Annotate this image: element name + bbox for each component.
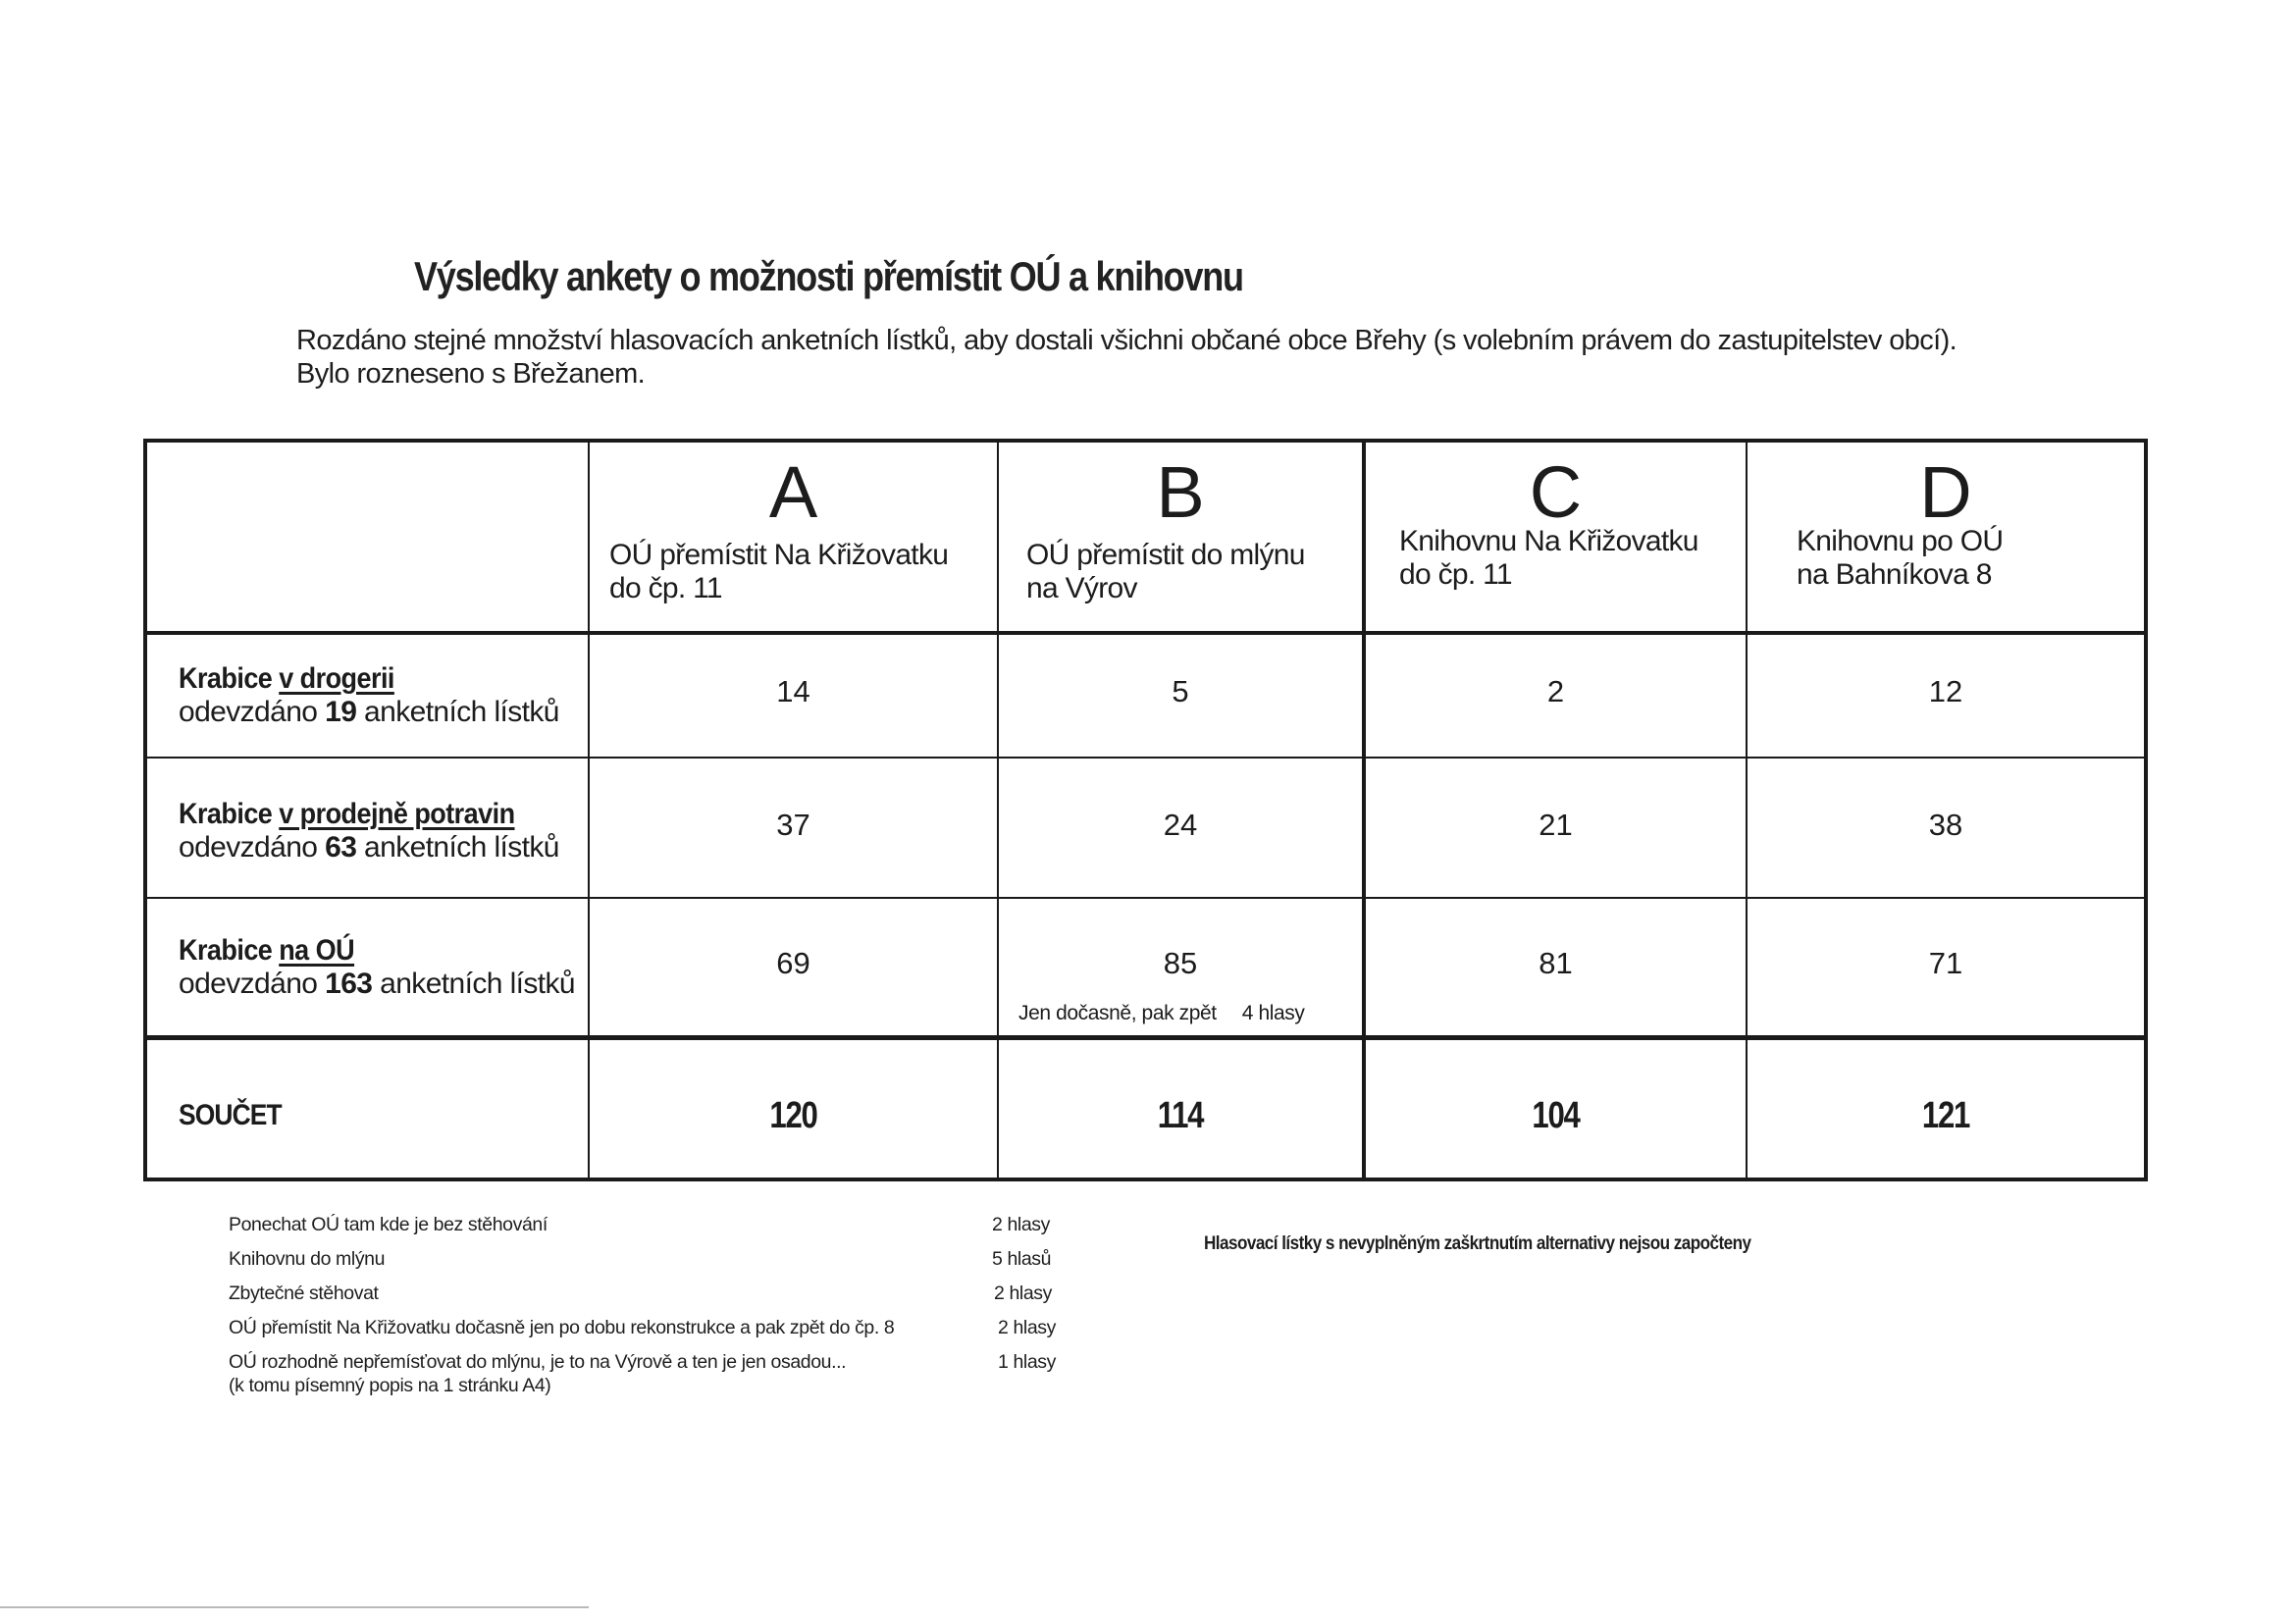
returned-suffix: anketních lístků bbox=[356, 831, 559, 864]
vote-count: 81 bbox=[1539, 946, 1573, 980]
column-letter: A bbox=[768, 451, 818, 533]
total-value: 120 bbox=[769, 1095, 817, 1136]
other-answer-count: 2 hlasy bbox=[998, 1317, 1056, 1338]
box-location bbox=[179, 934, 536, 968]
cell-note-text: Jen dočasně, pak zpět bbox=[1018, 1002, 1217, 1024]
value-cell bbox=[590, 759, 997, 897]
disclaimer-note: Hlasovací lístky s nevyplněným zaškrtnutím alternativy nejsou započteny bbox=[1204, 1233, 1751, 1254]
column-description-line: Knihovnu Na Křižovatku bbox=[1399, 525, 1698, 557]
column-header-c bbox=[1366, 439, 1746, 631]
total-value: 114 bbox=[1157, 1095, 1204, 1136]
box-place: v prodejně potravin bbox=[279, 798, 515, 830]
column-description bbox=[1797, 525, 2003, 592]
box-place: na OÚ bbox=[279, 934, 355, 967]
other-answer-item bbox=[229, 1282, 1112, 1316]
value-cell bbox=[1366, 759, 1746, 897]
column-description bbox=[1399, 525, 1698, 592]
intro-line-1: Rozdáno stejné množství hlasovacích anketních lístků, aby dostali všichni občané obce Břehy (s volebním právem do zastupitelstev obcí). bbox=[296, 325, 1957, 356]
results-table bbox=[143, 439, 2148, 1181]
value-cell bbox=[1748, 635, 2144, 757]
box-label-prefix: Krabice bbox=[179, 798, 280, 830]
other-answer-text: Zbytečné stěhovat bbox=[229, 1283, 379, 1304]
column-description-line: do čp. 11 bbox=[1399, 558, 1512, 591]
returned-count bbox=[179, 968, 575, 1001]
other-answer-text-line: OÚ rozhodně nepřemísťovat do mlýnu, je to na Výrově a ten je jen osadou... bbox=[229, 1351, 847, 1373]
scan-artifact-line bbox=[0, 1606, 589, 1608]
vote-count: 21 bbox=[1539, 808, 1573, 842]
total-value: 121 bbox=[1921, 1095, 1970, 1136]
vote-count: 85 bbox=[1163, 946, 1198, 980]
value-cell bbox=[999, 635, 1362, 757]
other-answer-count: 2 hlasy bbox=[994, 1283, 1052, 1304]
total-cell bbox=[1366, 1040, 1746, 1178]
vote-count: 38 bbox=[1928, 808, 1963, 842]
table-border-right bbox=[2144, 439, 2148, 1181]
other-answer-text: OÚ přemístit Na Křižovatku dočasně jen po dobu rekonstrukce a pak zpět do čp. 8 bbox=[229, 1317, 895, 1338]
value-cell bbox=[1366, 635, 1746, 757]
total-label: SOUČET bbox=[179, 1099, 282, 1131]
document-title: Výsledky ankety o možnosti přemístit OÚ a knihovnu bbox=[414, 253, 1243, 299]
returned-prefix: odevzdáno bbox=[179, 696, 326, 728]
other-answer-item bbox=[229, 1316, 1112, 1350]
box-label-prefix: Krabice bbox=[179, 662, 280, 695]
intro-text bbox=[296, 324, 1957, 391]
column-header-b bbox=[999, 439, 1362, 631]
value-cell bbox=[1366, 899, 1746, 1035]
box-location bbox=[179, 798, 521, 831]
column-letter: D bbox=[1919, 451, 1972, 533]
value-cell bbox=[590, 899, 997, 1035]
row-label-ou bbox=[147, 899, 588, 1035]
other-answer-text bbox=[229, 1350, 846, 1397]
returned-prefix: odevzdáno bbox=[179, 831, 326, 864]
total-cell bbox=[999, 1040, 1362, 1178]
vote-count: 24 bbox=[1163, 808, 1198, 842]
other-answer-text-line: (k tomu písemný popis na 1 stránku A4) bbox=[229, 1375, 551, 1396]
returned-count bbox=[179, 696, 559, 729]
other-answer-count: 2 hlasy bbox=[992, 1214, 1050, 1235]
cell-note bbox=[1018, 1002, 1305, 1025]
column-description-line: na Bahníkova 8 bbox=[1797, 558, 1992, 591]
total-label-cell bbox=[147, 1040, 588, 1178]
total-cell bbox=[590, 1040, 997, 1178]
column-description-line: do čp. 11 bbox=[609, 572, 722, 604]
vote-count: 12 bbox=[1928, 674, 1963, 708]
column-description-line: OÚ přemístit do mlýnu bbox=[1026, 539, 1305, 571]
returned-count bbox=[179, 831, 559, 864]
vote-count: 5 bbox=[1172, 674, 1189, 708]
other-answer-item bbox=[229, 1350, 1112, 1407]
other-answer-count: 1 hlasy bbox=[998, 1351, 1056, 1373]
box-label-prefix: Krabice bbox=[179, 934, 280, 967]
vote-count: 2 bbox=[1546, 674, 1565, 708]
other-answer-item bbox=[229, 1213, 1112, 1247]
returned-suffix: anketních lístků bbox=[356, 696, 559, 728]
row-label-drogerie bbox=[147, 635, 588, 757]
returned-number: 63 bbox=[325, 831, 357, 864]
value-cell bbox=[1748, 759, 2144, 897]
value-cell bbox=[590, 635, 997, 757]
value-cell bbox=[999, 759, 1362, 897]
value-cell bbox=[1748, 899, 2144, 1035]
column-description-line: Knihovnu po OÚ bbox=[1797, 525, 2004, 557]
box-location bbox=[179, 662, 521, 696]
column-header-a bbox=[590, 439, 997, 631]
returned-number: 163 bbox=[325, 968, 373, 1000]
box-place: v drogerii bbox=[279, 662, 394, 695]
returned-suffix: anketních lístků bbox=[372, 968, 575, 1000]
table-border-bottom bbox=[143, 1178, 2148, 1181]
other-answer-item bbox=[229, 1247, 1112, 1282]
intro-line-2: Bylo rozneseno s Břežanem. bbox=[296, 358, 646, 390]
other-answer-text: Ponechat OÚ tam kde je bez stěhování bbox=[229, 1214, 548, 1235]
column-description bbox=[609, 539, 948, 605]
column-header-d bbox=[1748, 439, 2144, 631]
other-answer-text: Knihovnu do mlýnu bbox=[229, 1248, 386, 1270]
column-description-line: OÚ přemístit Na Křižovatku bbox=[609, 539, 949, 571]
column-description-line: na Výrov bbox=[1026, 572, 1137, 604]
other-answer-count: 5 hlasů bbox=[992, 1248, 1052, 1270]
returned-prefix: odevzdáno bbox=[179, 968, 326, 1000]
returned-number: 19 bbox=[325, 696, 357, 728]
column-letter: B bbox=[1156, 451, 1205, 533]
vote-count: 71 bbox=[1928, 946, 1963, 980]
total-cell bbox=[1748, 1040, 2144, 1178]
row-label-potraviny bbox=[147, 759, 588, 897]
column-letter: C bbox=[1529, 451, 1583, 533]
vote-count: 69 bbox=[776, 946, 810, 980]
vote-count: 14 bbox=[776, 674, 810, 708]
column-description bbox=[1026, 539, 1305, 605]
total-value: 104 bbox=[1532, 1095, 1580, 1136]
vote-count: 37 bbox=[776, 808, 810, 842]
cell-note-count: 4 hlasy bbox=[1241, 1002, 1305, 1024]
other-answers-list bbox=[229, 1213, 1112, 1407]
value-cell bbox=[999, 899, 1362, 1035]
